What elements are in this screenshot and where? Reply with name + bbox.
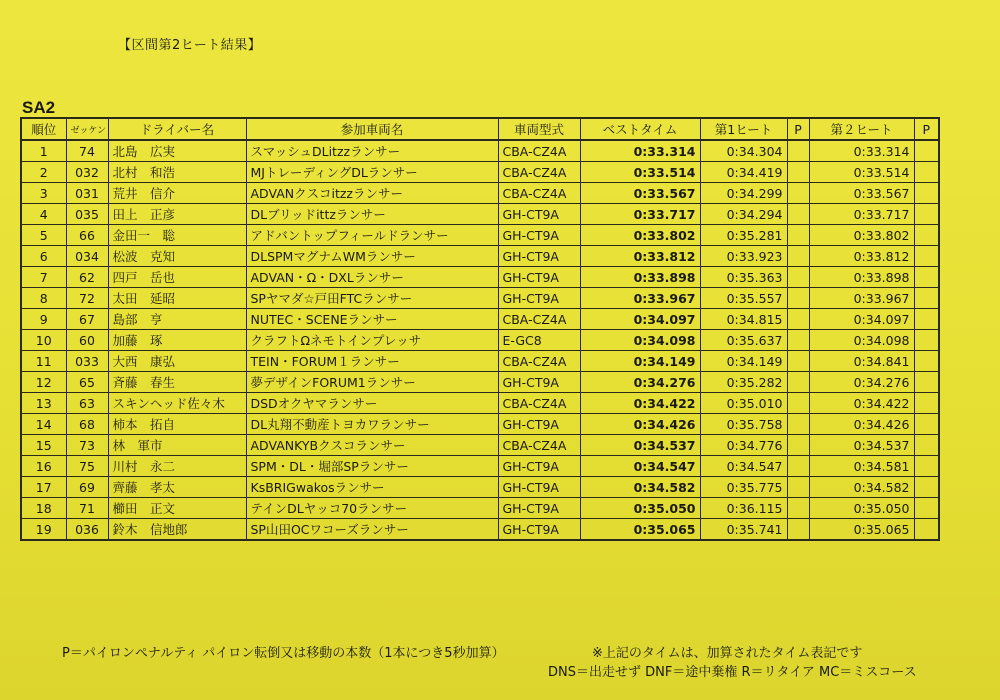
cell-penalty1 [787, 456, 809, 477]
cell-driver: 金田一 聡 [108, 225, 246, 246]
cell-car: 夢デザインFORUM1ランサー [246, 372, 498, 393]
cell-car: DLブリッドittzランサー [246, 204, 498, 225]
cell-heat1: 0:34.299 [700, 183, 787, 204]
cell-heat2: 0:33.898 [809, 267, 914, 288]
cell-car: SPM・DL・堀部SPランサー [246, 456, 498, 477]
cell-driver: 太田 延昭 [108, 288, 246, 309]
cell-rank: 8 [21, 288, 66, 309]
cell-rank: 15 [21, 435, 66, 456]
cell-heat1: 0:35.775 [700, 477, 787, 498]
cell-rank: 13 [21, 393, 66, 414]
cell-heat2: 0:33.717 [809, 204, 914, 225]
cell-model: GH-CT9A [498, 225, 580, 246]
table-row [21, 330, 939, 351]
section-title: 【区間第2ヒート結果】 [118, 38, 262, 53]
cell-number: 035 [66, 204, 108, 225]
cell-number: 74 [66, 140, 108, 162]
cell-penalty1 [787, 183, 809, 204]
cell-driver: 齊藤 孝太 [108, 477, 246, 498]
cell-car: SP山田OCワコーズランサー [246, 519, 498, 541]
cell-best-time: 0:34.098 [580, 330, 700, 351]
cell-number: 036 [66, 519, 108, 541]
cell-number: 67 [66, 309, 108, 330]
table-header-row [21, 118, 939, 140]
table-row [21, 288, 939, 309]
cell-heat2: 0:34.841 [809, 351, 914, 372]
cell-driver: 北村 和浩 [108, 162, 246, 183]
cell-heat2: 0:35.050 [809, 498, 914, 519]
cell-number: 65 [66, 372, 108, 393]
cell-heat2: 0:33.812 [809, 246, 914, 267]
cell-penalty2 [914, 162, 939, 183]
cell-driver: 柿本 拓自 [108, 414, 246, 435]
cell-penalty1 [787, 435, 809, 456]
table-row [21, 162, 939, 183]
cell-penalty2 [914, 183, 939, 204]
cell-heat1: 0:34.547 [700, 456, 787, 477]
cell-car: SPヤマダ☆戸田FTCランサー [246, 288, 498, 309]
cell-heat1: 0:35.282 [700, 372, 787, 393]
cell-driver: 島部 亨 [108, 309, 246, 330]
cell-penalty2 [914, 393, 939, 414]
cell-car: アドバントップフィールドランサー [246, 225, 498, 246]
cell-penalty2 [914, 351, 939, 372]
cell-best-time: 0:33.967 [580, 288, 700, 309]
cell-car: DLSPMマグナムWMランサー [246, 246, 498, 267]
cell-heat1: 0:35.281 [700, 225, 787, 246]
cell-model: GH-CT9A [498, 498, 580, 519]
cell-penalty2 [914, 414, 939, 435]
cell-number: 71 [66, 498, 108, 519]
cell-penalty1 [787, 225, 809, 246]
table-row [21, 351, 939, 372]
cell-car: MJトレーディングDLランサー [246, 162, 498, 183]
cell-rank: 2 [21, 162, 66, 183]
cell-rank: 10 [21, 330, 66, 351]
table-row [21, 456, 939, 477]
cell-number: 031 [66, 183, 108, 204]
cell-best-time: 0:33.314 [580, 140, 700, 162]
cell-model: E-GC8 [498, 330, 580, 351]
cell-model: CBA-CZ4A [498, 162, 580, 183]
cell-heat2: 0:34.582 [809, 477, 914, 498]
cell-heat1: 0:36.115 [700, 498, 787, 519]
cell-best-time: 0:33.898 [580, 267, 700, 288]
cell-number: 033 [66, 351, 108, 372]
table-row [21, 393, 939, 414]
cell-heat1: 0:34.149 [700, 351, 787, 372]
cell-driver: 大西 康弘 [108, 351, 246, 372]
cell-best-time: 0:34.097 [580, 309, 700, 330]
cell-driver: 加藤 琢 [108, 330, 246, 351]
cell-penalty1 [787, 162, 809, 183]
cell-driver: 四戸 岳也 [108, 267, 246, 288]
cell-driver: 鈴木 信地郎 [108, 519, 246, 541]
cell-model: CBA-CZ4A [498, 435, 580, 456]
cell-heat2: 0:34.097 [809, 309, 914, 330]
cell-model: GH-CT9A [498, 288, 580, 309]
cell-number: 62 [66, 267, 108, 288]
cell-rank: 4 [21, 204, 66, 225]
table-row [21, 498, 939, 519]
table-row [21, 204, 939, 225]
cell-heat1: 0:35.637 [700, 330, 787, 351]
cell-best-time: 0:34.547 [580, 456, 700, 477]
col-header-model: 車両型式 [498, 118, 580, 140]
cell-model: CBA-CZ4A [498, 351, 580, 372]
cell-penalty1 [787, 477, 809, 498]
col-header-heat1: 第1ヒート [700, 118, 787, 140]
table-row [21, 309, 939, 330]
cell-model: GH-CT9A [498, 246, 580, 267]
cell-best-time: 0:33.812 [580, 246, 700, 267]
cell-model: GH-CT9A [498, 477, 580, 498]
cell-penalty2 [914, 519, 939, 541]
cell-rank: 18 [21, 498, 66, 519]
cell-model: CBA-CZ4A [498, 140, 580, 162]
cell-penalty2 [914, 498, 939, 519]
cell-driver: スキンヘッド佐々木 [108, 393, 246, 414]
cell-best-time: 0:34.537 [580, 435, 700, 456]
cell-penalty2 [914, 267, 939, 288]
cell-heat1: 0:34.304 [700, 140, 787, 162]
cell-heat2: 0:34.537 [809, 435, 914, 456]
cell-best-time: 0:33.567 [580, 183, 700, 204]
col-header-car: 参加車両名 [246, 118, 498, 140]
cell-number: 63 [66, 393, 108, 414]
cell-car: ADVAN・Ω・DXLランサー [246, 267, 498, 288]
cell-heat1: 0:34.294 [700, 204, 787, 225]
cell-model: GH-CT9A [498, 372, 580, 393]
cell-penalty2 [914, 225, 939, 246]
cell-car: TEIN・FORUM１ランサー [246, 351, 498, 372]
cell-penalty1 [787, 330, 809, 351]
cell-driver: 林 軍市 [108, 435, 246, 456]
cell-penalty1 [787, 498, 809, 519]
cell-penalty1 [787, 204, 809, 225]
cell-rank: 14 [21, 414, 66, 435]
cell-penalty1 [787, 246, 809, 267]
cell-best-time: 0:35.050 [580, 498, 700, 519]
cell-car: DSDオクヤマランサー [246, 393, 498, 414]
cell-driver: 荒井 信介 [108, 183, 246, 204]
cell-heat1: 0:33.923 [700, 246, 787, 267]
table-row [21, 140, 939, 162]
cell-model: GH-CT9A [498, 519, 580, 541]
cell-driver: 田上 正彦 [108, 204, 246, 225]
cell-model: GH-CT9A [498, 414, 580, 435]
cell-heat1: 0:35.010 [700, 393, 787, 414]
cell-model: CBA-CZ4A [498, 393, 580, 414]
status-legend: DNS＝出走せず DNF＝途中棄権 R＝リタイア MC＝ミスコース [548, 665, 917, 680]
cell-penalty2 [914, 330, 939, 351]
cell-number: 034 [66, 246, 108, 267]
cell-rank: 16 [21, 456, 66, 477]
cell-rank: 17 [21, 477, 66, 498]
cell-model: CBA-CZ4A [498, 183, 580, 204]
cell-number: 72 [66, 288, 108, 309]
cell-driver: 斉藤 春生 [108, 372, 246, 393]
class-label: SA2 [22, 98, 56, 117]
cell-rank: 6 [21, 246, 66, 267]
cell-heat1: 0:34.815 [700, 309, 787, 330]
cell-heat1: 0:35.741 [700, 519, 787, 541]
cell-number: 73 [66, 435, 108, 456]
cell-heat2: 0:35.065 [809, 519, 914, 541]
cell-best-time: 0:34.582 [580, 477, 700, 498]
cell-best-time: 0:33.802 [580, 225, 700, 246]
cell-heat2: 0:34.422 [809, 393, 914, 414]
cell-car: ADVANKYBクスコランサー [246, 435, 498, 456]
cell-number: 032 [66, 162, 108, 183]
table-row [21, 435, 939, 456]
cell-rank: 7 [21, 267, 66, 288]
table-row [21, 267, 939, 288]
cell-best-time: 0:34.426 [580, 414, 700, 435]
cell-penalty1 [787, 309, 809, 330]
cell-penalty1 [787, 414, 809, 435]
cell-best-time: 0:35.065 [580, 519, 700, 541]
cell-car: ADVANクスコitzzランサー [246, 183, 498, 204]
cell-number: 68 [66, 414, 108, 435]
cell-best-time: 0:33.717 [580, 204, 700, 225]
cell-car: テインDLヤッコ70ランサー [246, 498, 498, 519]
cell-penalty1 [787, 288, 809, 309]
cell-penalty2 [914, 140, 939, 162]
cell-rank: 9 [21, 309, 66, 330]
cell-heat2: 0:34.276 [809, 372, 914, 393]
cell-heat2: 0:33.314 [809, 140, 914, 162]
cell-best-time: 0:33.514 [580, 162, 700, 183]
cell-number: 66 [66, 225, 108, 246]
cell-penalty2 [914, 288, 939, 309]
cell-heat2: 0:33.967 [809, 288, 914, 309]
cell-heat2: 0:34.581 [809, 456, 914, 477]
cell-best-time: 0:34.276 [580, 372, 700, 393]
cell-heat2: 0:33.514 [809, 162, 914, 183]
col-header-rank: 順位 [21, 118, 66, 140]
results-table [20, 117, 940, 541]
cell-rank: 11 [21, 351, 66, 372]
cell-best-time: 0:34.422 [580, 393, 700, 414]
cell-best-time: 0:34.149 [580, 351, 700, 372]
cell-penalty1 [787, 372, 809, 393]
cell-penalty1 [787, 267, 809, 288]
cell-model: GH-CT9A [498, 267, 580, 288]
cell-heat1: 0:35.758 [700, 414, 787, 435]
cell-heat2: 0:34.426 [809, 414, 914, 435]
col-header-penalty1: P [787, 118, 809, 140]
cell-rank: 5 [21, 225, 66, 246]
cell-driver: 櫛田 正文 [108, 498, 246, 519]
cell-rank: 19 [21, 519, 66, 541]
cell-heat2: 0:33.802 [809, 225, 914, 246]
cell-heat2: 0:33.567 [809, 183, 914, 204]
col-header-driver: ドライバー名 [108, 118, 246, 140]
col-header-penalty2: P [914, 118, 939, 140]
cell-car: KsBRIGwakosランサー [246, 477, 498, 498]
time-note: ※上記のタイムは、加算されたタイム表記です [592, 646, 863, 661]
cell-penalty2 [914, 204, 939, 225]
cell-penalty1 [787, 519, 809, 541]
cell-penalty2 [914, 309, 939, 330]
cell-model: GH-CT9A [498, 204, 580, 225]
table-row [21, 225, 939, 246]
cell-number: 69 [66, 477, 108, 498]
cell-driver: 川村 永二 [108, 456, 246, 477]
table-row [21, 477, 939, 498]
cell-number: 60 [66, 330, 108, 351]
table-row [21, 414, 939, 435]
cell-driver: 北島 広実 [108, 140, 246, 162]
cell-car: クラフトΩネモトインプレッサ [246, 330, 498, 351]
col-header-best-time: ベストタイム [580, 118, 700, 140]
cell-penalty2 [914, 246, 939, 267]
cell-penalty2 [914, 435, 939, 456]
cell-rank: 1 [21, 140, 66, 162]
cell-penalty1 [787, 351, 809, 372]
table-row [21, 183, 939, 204]
cell-model: GH-CT9A [498, 456, 580, 477]
cell-car: NUTEC・SCENEランサー [246, 309, 498, 330]
cell-penalty2 [914, 372, 939, 393]
penalty-note: P＝パイロンペナルティ パイロン転倒又は移動の本数（1本につき5秒加算） [62, 646, 505, 661]
cell-heat2: 0:34.098 [809, 330, 914, 351]
cell-penalty1 [787, 393, 809, 414]
cell-heat1: 0:34.419 [700, 162, 787, 183]
cell-heat1: 0:35.557 [700, 288, 787, 309]
table-row [21, 246, 939, 267]
cell-car: スマッシュDLitzzランサー [246, 140, 498, 162]
cell-model: CBA-CZ4A [498, 309, 580, 330]
cell-heat1: 0:35.363 [700, 267, 787, 288]
cell-penalty2 [914, 477, 939, 498]
cell-driver: 松波 克知 [108, 246, 246, 267]
cell-penalty2 [914, 456, 939, 477]
col-header-number: ゼッケン [66, 118, 108, 140]
cell-rank: 12 [21, 372, 66, 393]
cell-rank: 3 [21, 183, 66, 204]
cell-penalty1 [787, 140, 809, 162]
cell-car: DL丸翔不動産トヨカワランサー [246, 414, 498, 435]
cell-number: 75 [66, 456, 108, 477]
table-row [21, 519, 939, 541]
cell-heat1: 0:34.776 [700, 435, 787, 456]
col-header-heat2: 第２ヒート [809, 118, 914, 140]
table-row [21, 372, 939, 393]
